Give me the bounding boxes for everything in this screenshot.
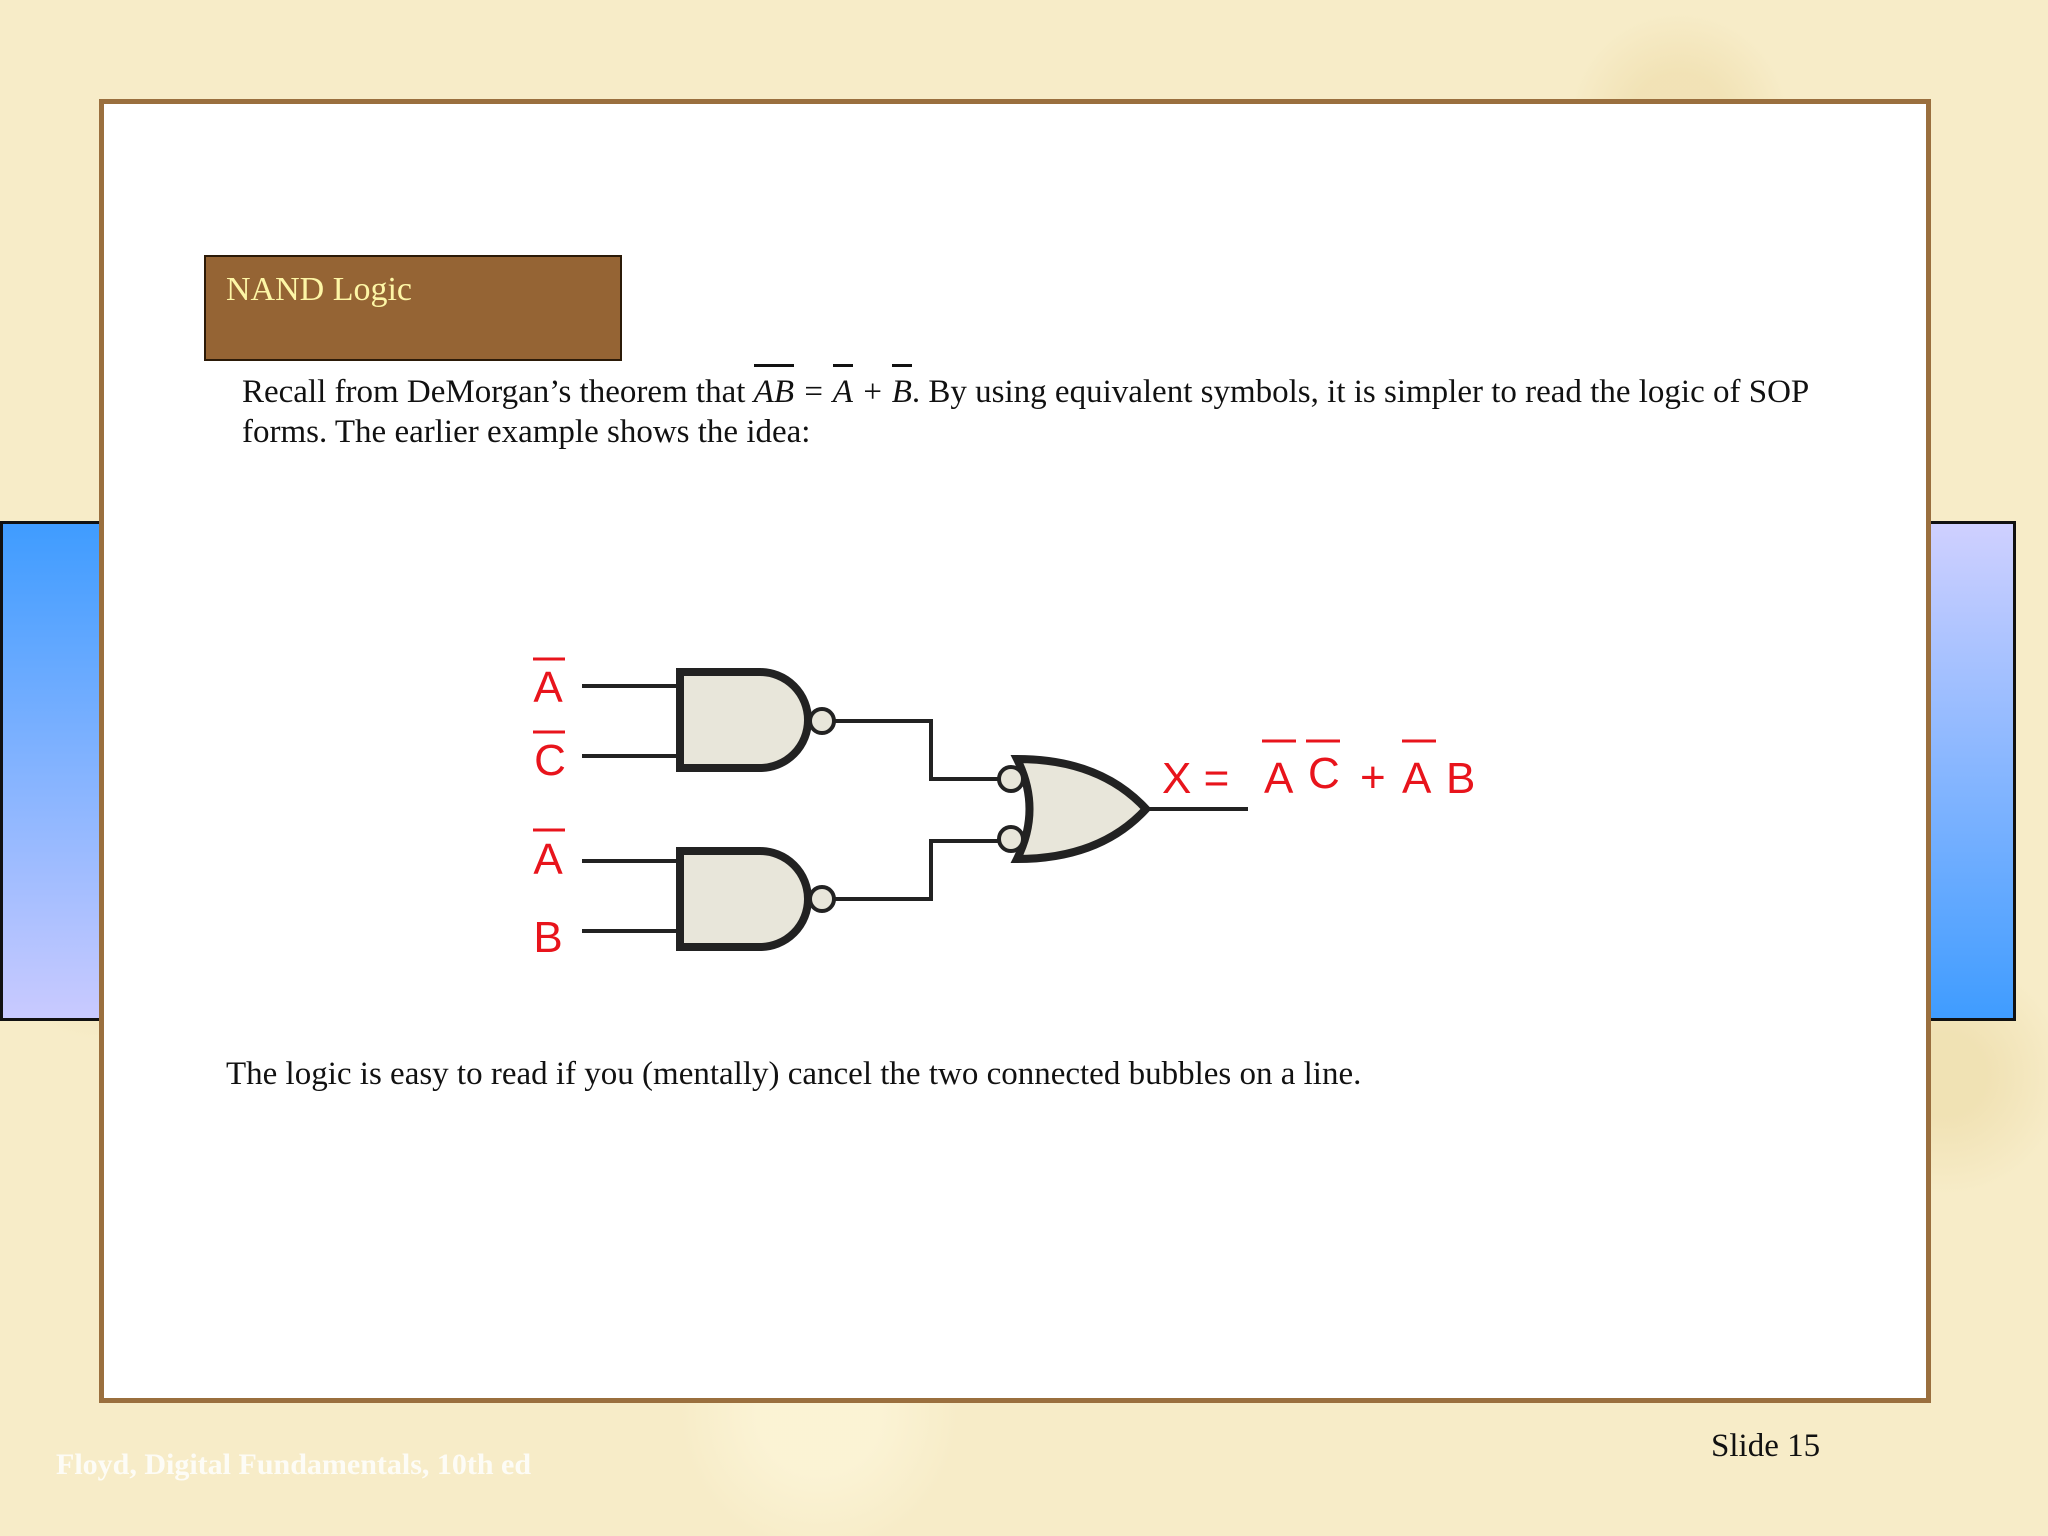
- demorgan-rhs-b: B: [891, 374, 912, 410]
- or-gate: [1017, 759, 1146, 859]
- input-label-b: B: [533, 913, 563, 962]
- nand2-to-or-wire: [834, 841, 1000, 899]
- intro-text-after: . By using equivalent symbols, it is simpler to read the logic of SOP forms. The earlier example shows the idea:: [242, 374, 1809, 450]
- bubbles: [810, 709, 1023, 911]
- demorgan-lhs: AB: [753, 374, 794, 410]
- input-label-a1: A: [533, 663, 563, 712]
- or-input-bubble-1: [999, 767, 1023, 791]
- nand2-output-bubble: [810, 887, 834, 911]
- demorgan-rhs-a: A: [832, 374, 853, 410]
- expr-term2-a: A: [1402, 754, 1432, 803]
- output-label: X =: [1162, 754, 1230, 803]
- input-label-a2: A: [533, 835, 563, 884]
- footer-credit: Floyd, Digital Fundamentals, 10th ed: [56, 1448, 532, 1481]
- expr-term1-a: A: [1264, 754, 1294, 803]
- nand1-to-or-wire: [834, 721, 1000, 779]
- nand1-output-bubble: [810, 709, 834, 733]
- gates: [680, 672, 1146, 947]
- output-expression: [1162, 749, 1475, 803]
- or-input-bubble-2: [999, 827, 1023, 851]
- demorgan-plus: +: [852, 374, 892, 410]
- slide-number: Slide 15: [1711, 1428, 1821, 1464]
- input-label-c: C: [534, 736, 566, 785]
- input-labels: [533, 663, 566, 962]
- nand-gate-1: [680, 672, 808, 768]
- demorgan-eq: =: [794, 374, 833, 410]
- closing-paragraph: The logic is easy to read if you (mentally) cancel the two connected bubbles on a line.: [226, 1056, 1362, 1092]
- nand-gate-2: [680, 851, 808, 947]
- expr-plus: +: [1360, 753, 1386, 802]
- expr-term1-c: C: [1308, 749, 1340, 798]
- intro-text-before: Recall from DeMorgan’s theorem that: [242, 374, 754, 410]
- slide-title: NAND Logic: [226, 271, 413, 308]
- expr-term2-b: B: [1446, 754, 1476, 803]
